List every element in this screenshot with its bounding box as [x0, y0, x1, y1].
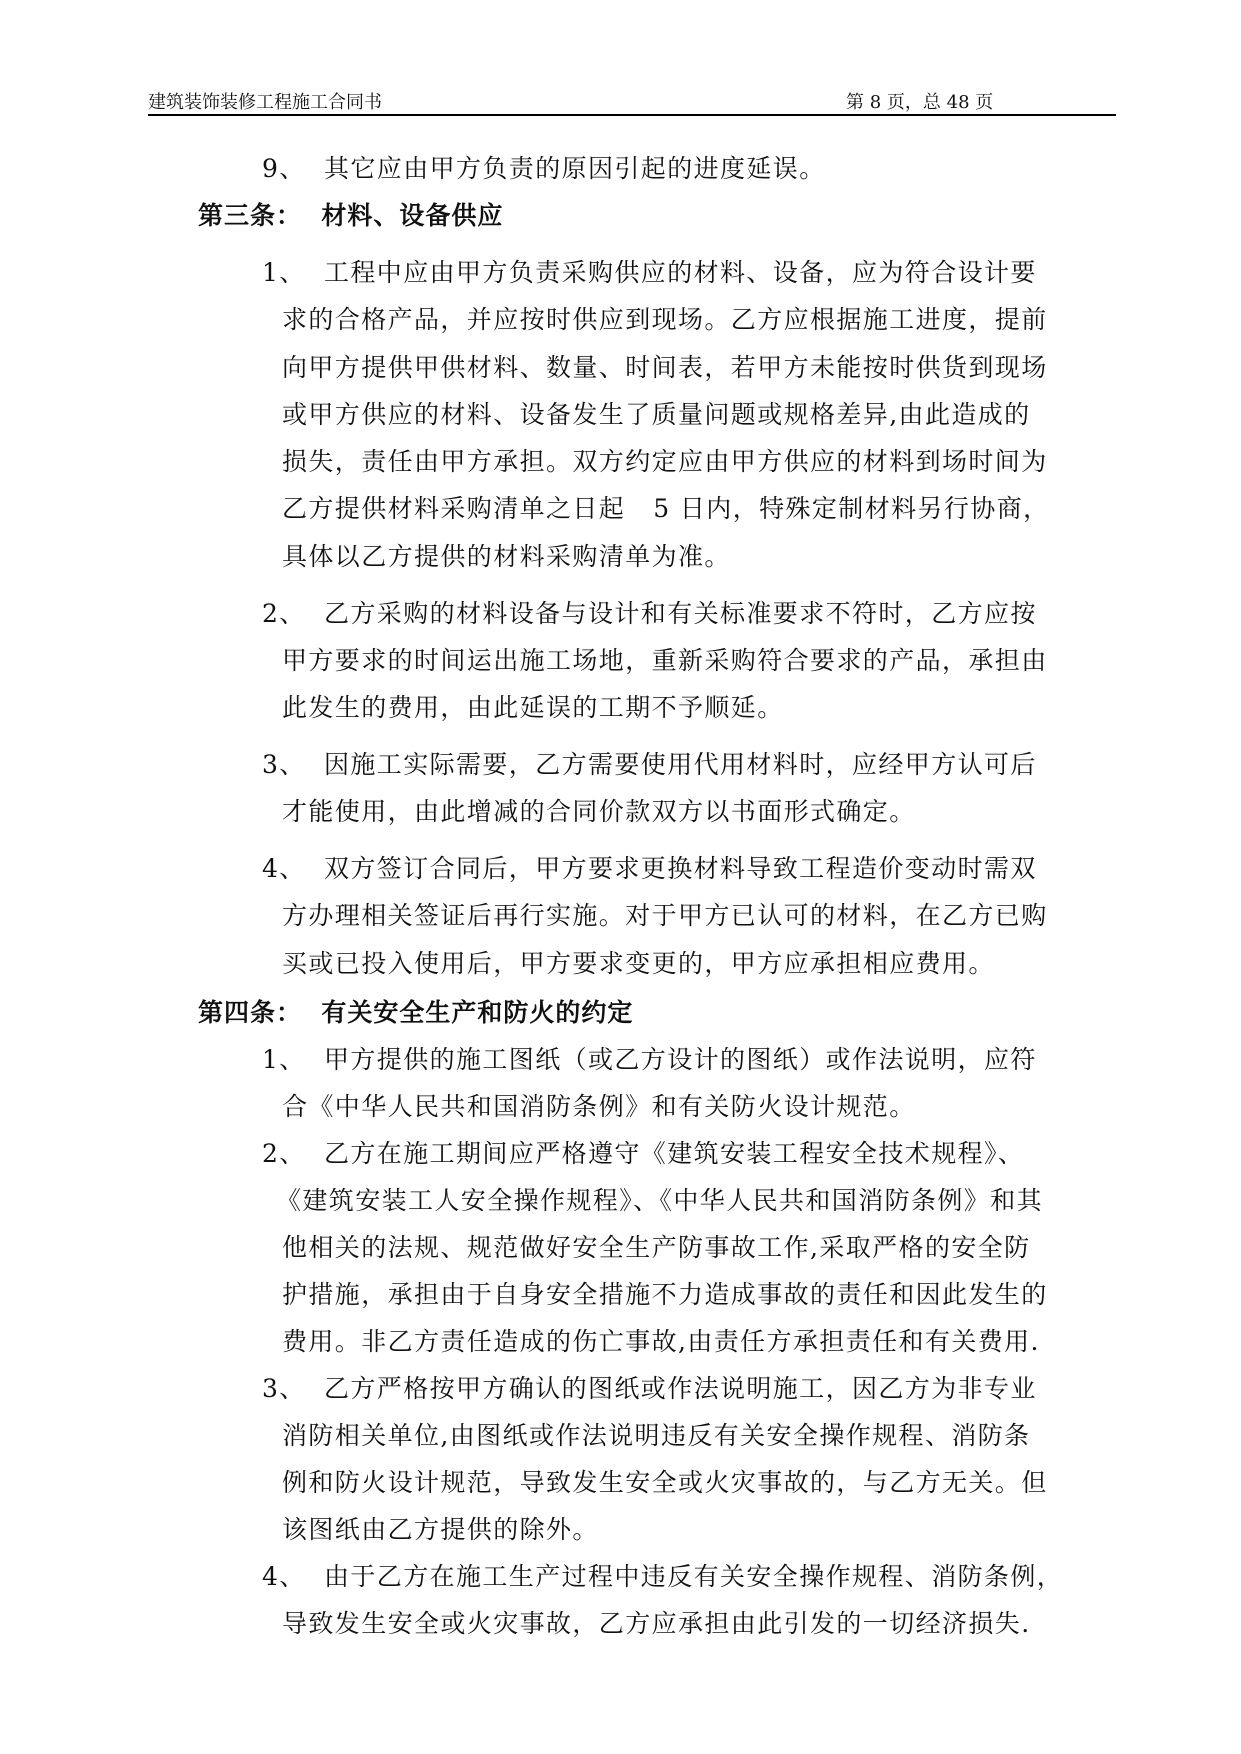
item-line: 该图纸由乙方提供的除外。	[282, 1515, 599, 1544]
section-heading-3: 第三条： 材料、设备供应	[198, 201, 504, 230]
item-line: 消防相关单位,由图纸或作法说明违反有关安全操作规程、消防条	[282, 1421, 1031, 1450]
document-title: 建筑装饰装修工程施工合同书	[148, 92, 382, 113]
page-header	[148, 84, 1116, 116]
item-line: 乙方提供材料采购清单之日起 5 日内，特殊定制材料另行协商，	[282, 494, 1050, 523]
item-number: 9、	[262, 154, 306, 183]
item-line: 损失，责任由甲方承担。双方约定应由甲方供应的材料到场时间为	[282, 447, 1048, 476]
item-line: 才能使用，由此增减的合同价款双方以书面形式确定。	[282, 797, 916, 826]
item-line: 他相关的法规、规范做好安全生产防事故工作,采取严格的安全防	[282, 1233, 1031, 1262]
item-number: 2、	[262, 599, 306, 628]
item-number: 4、	[262, 1562, 306, 1591]
item-line: 乙方严格按甲方确认的图纸或作法说明施工，因乙方为非专业	[324, 1374, 1037, 1403]
item-line: 甲方提供的施工图纸（或乙方设计的图纸）或作法说明，应符	[324, 1045, 1037, 1074]
item-line: 导致发生安全或火灾事故，乙方应承担由此引发的一切经济损失.	[282, 1609, 1031, 1638]
item-line: 工程中应由甲方负责采购供应的材料、设备，应为符合设计要	[324, 258, 1037, 287]
item-number: 3、	[262, 1374, 306, 1403]
item-line: 乙方采购的材料设备与设计和有关标准要求不符时，乙方应按	[324, 599, 1037, 628]
item-line: 《建筑安装工人安全操作规程》、《中华人民共和国消防条例》和其	[276, 1186, 1044, 1215]
item-number: 4、	[262, 854, 306, 883]
item-number: 2、	[262, 1139, 306, 1168]
item-line: 因施工实际需要，乙方需要使用代用材料时，应经甲方认可后	[324, 750, 1037, 779]
item-line: 求的合格产品，并应按时供应到现场。乙方应根据施工进度，提前	[282, 305, 1048, 334]
item-line: 费用。非乙方责任造成的伤亡事故,由责任方承担责任和有关费用.	[282, 1327, 1040, 1356]
item-line: 双方签订合同后，甲方要求更换材料导致工程造价变动时需双	[324, 854, 1037, 883]
item-line: 由于乙方在施工生产过程中违反有关安全操作规程、消防条例，	[324, 1562, 1064, 1591]
item-line: 此发生的费用，由此延误的工期不予顺延。	[282, 693, 784, 722]
page-number: 第 8 页，总 48 页	[846, 92, 994, 113]
item-text: 其它应由甲方负责的原因引起的进度延误。	[324, 154, 826, 183]
item-number: 1、	[262, 258, 306, 287]
item-line: 具体以乙方提供的材料采购清单为准。	[282, 542, 731, 571]
item-line: 向甲方提供甲供材料、数量、时间表，若甲方未能按时供货到现场	[282, 353, 1048, 382]
item-number: 3、	[262, 750, 306, 779]
item-line: 例和防火设计规范，导致发生安全或火灾事故的，与乙方无关。但	[282, 1468, 1048, 1497]
item-line: 方办理相关签证后再行实施。对于甲方已认可的材料，在乙方已购	[282, 901, 1048, 930]
item-line: 或甲方供应的材料、设备发生了质量问题或规格差异,由此造成的	[282, 400, 1031, 429]
section-heading-4: 第四条： 有关安全生产和防火的约定	[198, 998, 634, 1027]
item-line: 护措施，承担由于自身安全措施不力造成事故的责任和因此发生的	[282, 1280, 1048, 1309]
item-line: 乙方在施工期间应严格遵守《建筑安装工程安全技术规程》、	[324, 1139, 1025, 1168]
item-line: 甲方要求的时间运出施工场地，重新采购符合要求的产品，承担由	[282, 646, 1048, 675]
item-line: 合《中华人民共和国消防条例》和有关防火设计规范。	[282, 1092, 916, 1121]
item-number: 1、	[262, 1045, 306, 1074]
item-line: 买或已投入使用后，甲方要求变更的，甲方应承担相应费用。	[282, 949, 995, 978]
